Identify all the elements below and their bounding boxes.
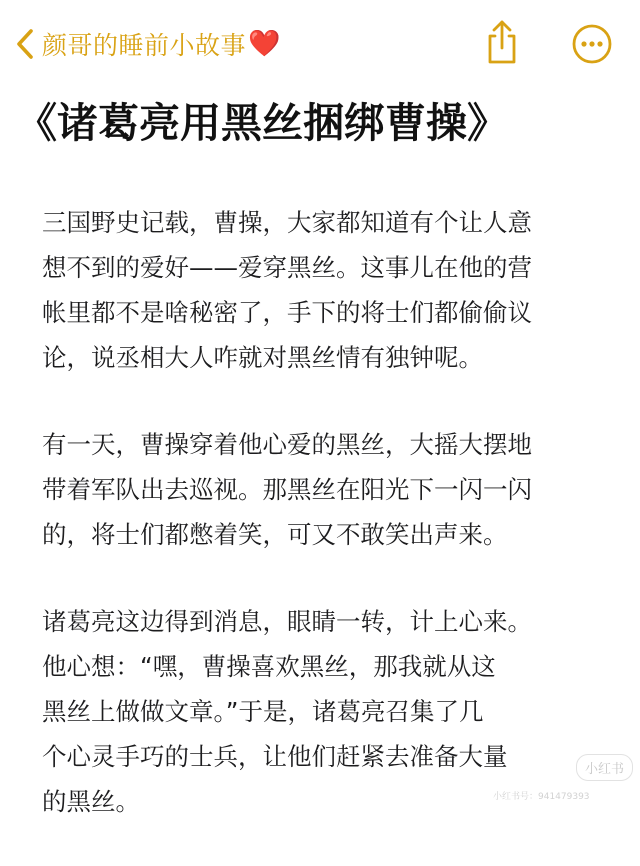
text-line: 的，将士们都憋着笑，可又不敢笑出声来。 [42,520,508,549]
share-icon[interactable] [482,18,522,68]
watermark-badge: 小红书 [576,754,633,781]
text-line: 有一天，曹操穿着他心爱的黑丝，大摇大摆地 [42,430,532,459]
note-body[interactable] [42,200,617,866]
heart-icon: ❤️ [248,29,281,59]
text-line: 想不到的爱好——爱穿黑丝。这事儿在他的营 [42,253,532,282]
paragraph-1 [42,200,617,380]
watermark-id-text: 小红书号：941479393 [493,792,590,802]
more-options-icon[interactable] [570,22,614,66]
top-navigation-bar [0,0,640,86]
back-button-label: 颜哥的睡前小故事 [42,31,247,60]
text-line: 个心灵手巧的士兵，让他们赶紧去准备大量 [42,742,508,771]
text-line: 三国野史记载，曹操，大家都知道有个让人意 [42,208,532,237]
back-button[interactable] [10,22,280,66]
text-line: 论，说丞相大人咋就对黑丝情有独钟呢。 [42,343,483,372]
text-line: 黑丝上做做文章。”于是，诸葛亮召集了几 [42,697,484,726]
text-line: 他心想：“嘿，曹操喜欢黑丝，那我就从这 [42,652,496,681]
text-line: 带着军队出去巡视。那黑丝在阳光下一闪一闪 [42,475,532,504]
chevron-left-icon [10,24,40,64]
note-title: 《诸葛亮用黑丝捆绑曹操》 [16,99,508,147]
text-line: 诸葛亮这边得到消息，眼睛一转，计上心来。 [42,607,532,636]
text-line: 的黑丝。 [42,787,140,816]
text-line: 帐里都不是啥秘密了，手下的将士们都偷偷议 [42,298,532,327]
paragraph-2 [42,422,617,557]
